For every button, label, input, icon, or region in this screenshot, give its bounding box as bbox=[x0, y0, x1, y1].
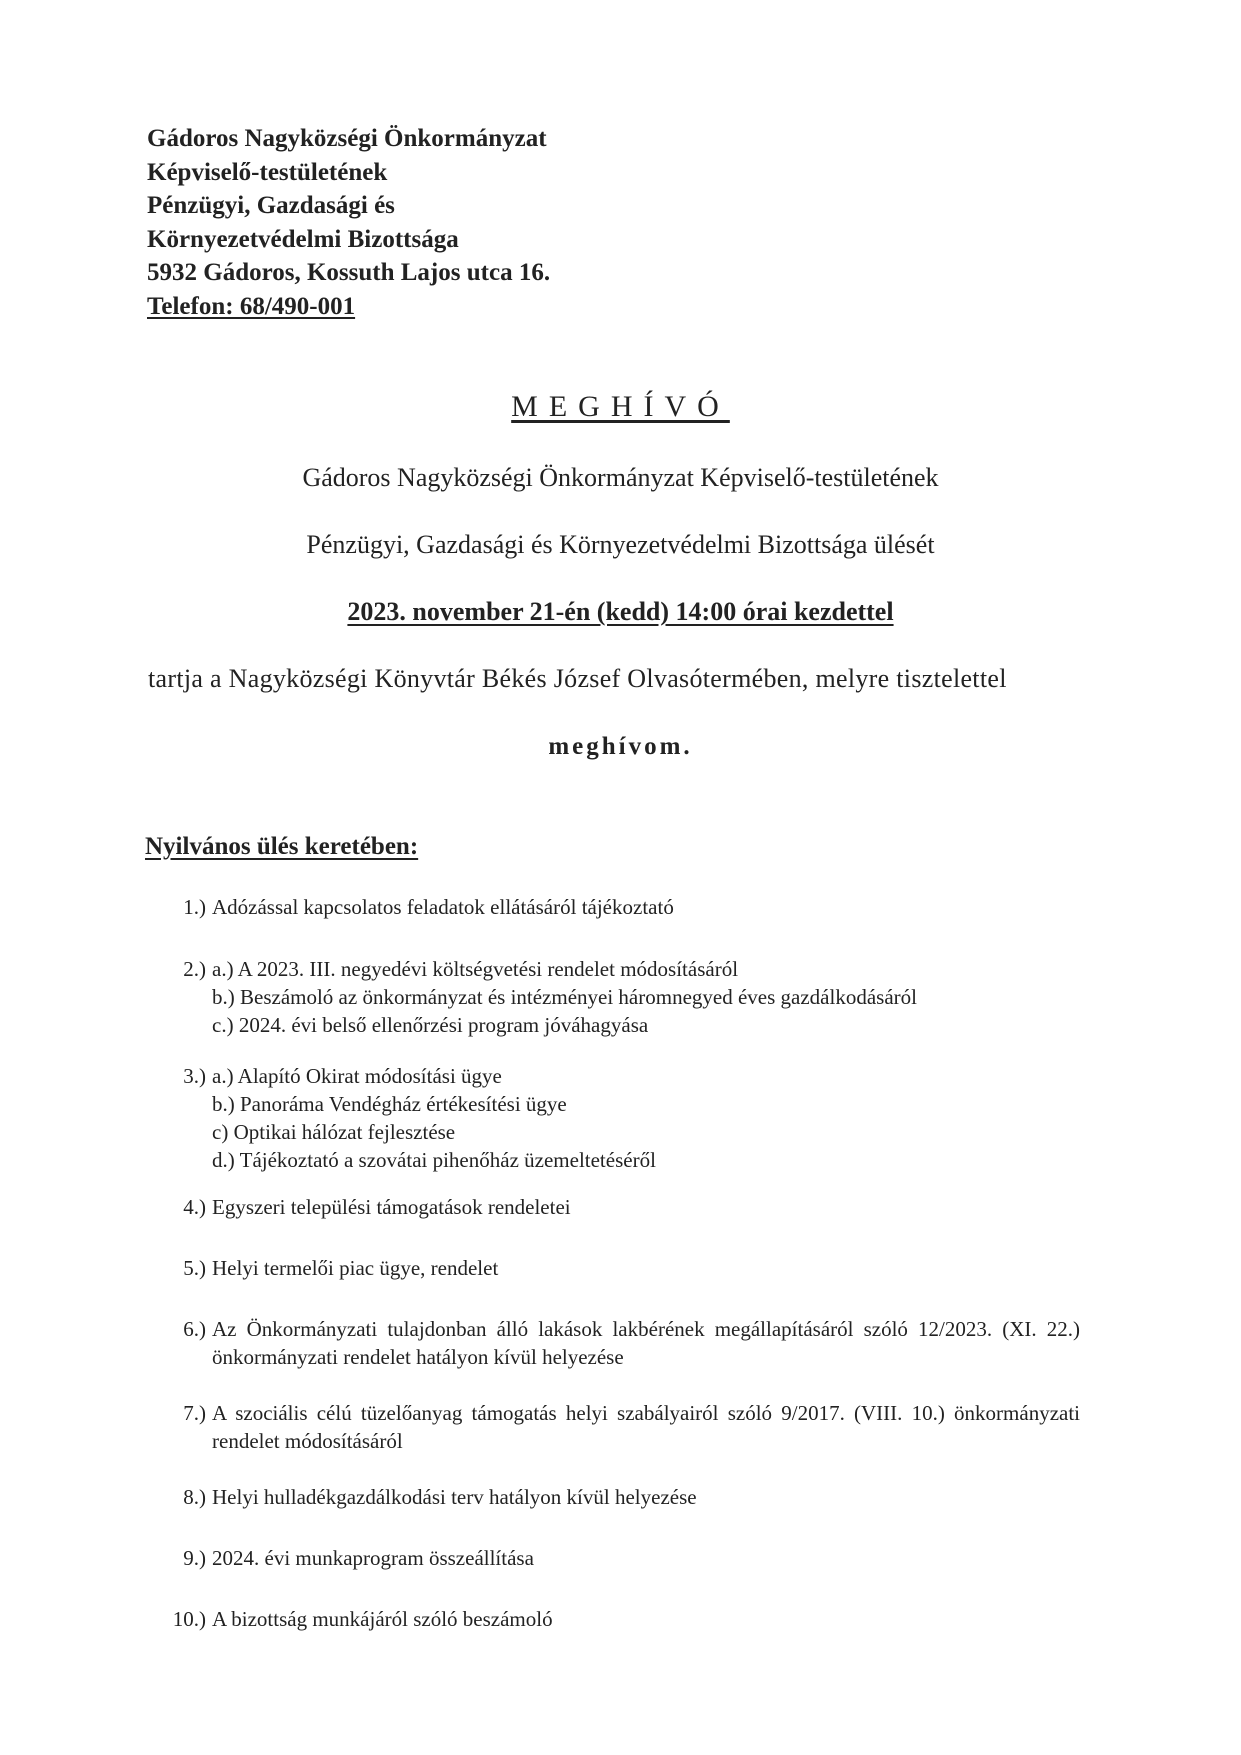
agenda-item bbox=[160, 1193, 1080, 1221]
sender-address-block bbox=[147, 122, 550, 323]
agenda-item-number: 9.) bbox=[183, 1546, 206, 1570]
agenda-item-text: Helyi termelői piac ügye, rendelet bbox=[212, 1256, 499, 1280]
agenda-item-number: 7.) bbox=[183, 1401, 206, 1425]
agenda-item-number: 2.) bbox=[183, 957, 206, 981]
agenda-item-text: A bizottság munkájáról szóló beszámoló bbox=[212, 1607, 553, 1631]
agenda-item bbox=[160, 1062, 1080, 1174]
agenda-item bbox=[160, 955, 1080, 1039]
meeting-date: 2023. november 21-én (kedd) 14:00 órai kezdettel bbox=[347, 597, 894, 626]
agenda-subitem: c.) 2024. évi belső ellenőrzési program jóváhagyása bbox=[212, 1013, 649, 1037]
agenda-item bbox=[160, 1254, 1080, 1282]
agenda-item-text: Adózással kapcsolatos feladatok ellátásáról tájékoztató bbox=[212, 895, 674, 919]
header-line: Környezetvédelmi Bizottsága bbox=[147, 225, 459, 253]
invite-word: meghívom. bbox=[548, 733, 693, 760]
document-title: MEGHÍVÓ bbox=[511, 390, 730, 423]
intro-line-2: Pénzügyi, Gazdasági és Környezetvédelmi Bizottsága ülését bbox=[306, 530, 935, 559]
agenda-item bbox=[160, 1399, 1080, 1455]
agenda-subitem: c) Optikai hálózat fejlesztése bbox=[212, 1120, 456, 1144]
agenda-item-text: Egyszeri települési támogatások rendeletei bbox=[212, 1195, 571, 1219]
header-line: Képviselő-testületének bbox=[147, 158, 388, 186]
agenda-item-text: 2024. évi munkaprogram összeállítása bbox=[212, 1546, 534, 1570]
header-line: Pénzügyi, Gazdasági és bbox=[147, 192, 395, 219]
agenda-item-number: 6.) bbox=[183, 1317, 206, 1341]
agenda-item bbox=[160, 1544, 1080, 1572]
agenda-item bbox=[160, 1315, 1080, 1371]
agenda-subitem: b.) Beszámoló az önkormányzat és intézményei háromnegyed éves gazdálkodásáról bbox=[212, 985, 917, 1009]
agenda-item-text: Helyi hulladékgazdálkodási terv hatályon kívül helyezése bbox=[212, 1485, 697, 1509]
agenda-item-text: a.) Alapító Okirat módosítási ügye bbox=[212, 1064, 502, 1088]
agenda-item bbox=[160, 893, 1080, 921]
header-line: Gádoros Nagyközségi Önkormányzat bbox=[147, 125, 547, 152]
agenda-item bbox=[160, 1483, 1080, 1511]
agenda-item-number: 5.) bbox=[183, 1256, 206, 1280]
agenda-item-number: 4.) bbox=[183, 1195, 206, 1219]
agenda-item-text: a.) A 2023. III. negyedévi költségvetési rendelet módosításáról bbox=[212, 957, 739, 981]
intro-line-1: Gádoros Nagyközségi Önkormányzat Képviselő-testületének bbox=[302, 463, 939, 492]
intro-line-4: tartja a Nagyközségi Könyvtár Békés József Olvasótermében, melyre tisztelettel bbox=[148, 664, 1007, 693]
agenda-item-number: 1.) bbox=[183, 895, 206, 919]
agenda-subitem: b.) Panoráma Vendégház értékesítési ügye bbox=[212, 1092, 567, 1116]
phone-number: Telefon: 68/490-001 bbox=[147, 292, 356, 320]
agenda-item bbox=[160, 1605, 1080, 1633]
agenda-item-text: Az Önkormányzati tulajdonban álló lakások lakbérének megállapításáról szóló 12/2023. (XI. 22.) önkormányzati rendelet hatályon kívül helyezése bbox=[212, 1317, 1080, 1369]
agenda-item-number: 3.) bbox=[183, 1064, 206, 1088]
agenda-subitem: d.) Tájékoztató a szovátai pihenőház üzemeltetéséről bbox=[212, 1148, 656, 1172]
agenda-item-number: 10.) bbox=[172, 1607, 206, 1631]
agenda-item-text: A szociális célú tüzelőanyag támogatás helyi szabályairól szóló 9/2017. (VIII. 10.) önkormányzati rendelet módosításáról bbox=[212, 1401, 1080, 1453]
header-line: 5932 Gádoros, Kossuth Lajos utca 16. bbox=[147, 259, 551, 286]
section-title: Nyilvános ülés keretében: bbox=[145, 833, 419, 860]
agenda-item-number: 8.) bbox=[183, 1485, 206, 1509]
